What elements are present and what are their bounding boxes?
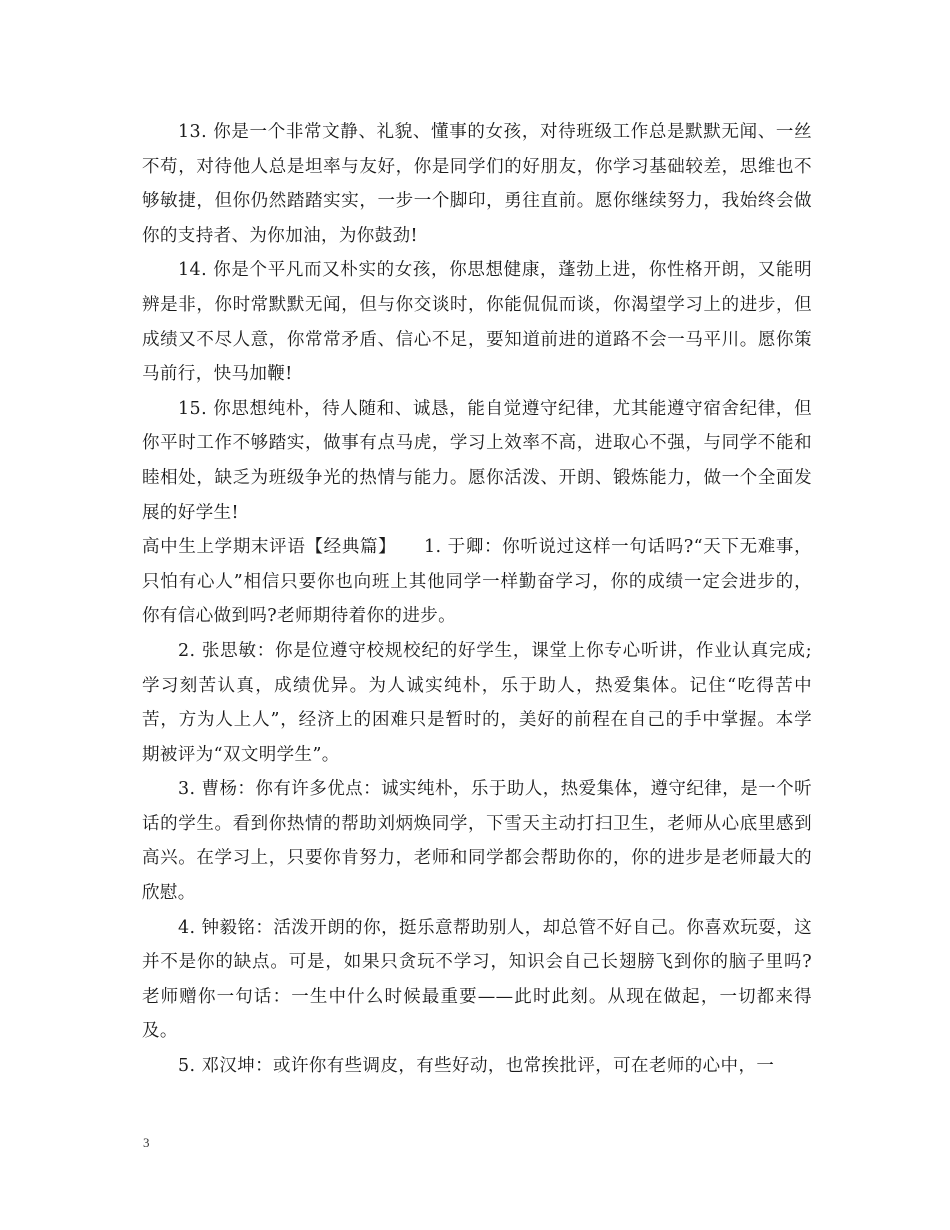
paragraph-comment-5: 5. 邓汉坤：或许你有些调皮，有些好动，也常挨批评，可在老师的心中，一 <box>178 1056 775 1077</box>
paragraph-comment-15: 15. 你思想纯朴，待人随和、诚恳，能自觉遵守纪律，尤其能遵守宿舍纪律，但你平时工作不够踏实，做事有点马虎，学习上效率不高，进取心不强，与同学不能和睦相处，缺乏为班级争光的热情与能力。愿你活泼、开朗、锻炼能力，做一个全面发展的好学生! <box>142 398 812 523</box>
page-number: 3 <box>143 1135 150 1150</box>
paragraph-comment-3: 3. 曹杨：你有许多优点：诚实纯朴，乐于助人，热爱集体，遵守纪律，是一个听话的学生。看到你热情的帮助刘炳焕同学，下雪天主动打扫卫生，老师从心底里感到高兴。在学习上，只要你肯努力，老师和同学都会帮助你的，你的进步是老师最大的欣慰。 <box>142 779 812 904</box>
document-body <box>142 115 812 1084</box>
paragraph-comment-2: 2. 张思敏：你是位遵守校规校纪的好学生，课堂上你专心听讲，作业认真完成;学习刻苦认真，成绩优异。为人诚实纯朴，乐于助人，热爱集体。记住“吃得苦中苦，方为人上人”，经济上的困难只是暂时的，美好的前程在自己的手中掌握。本学期被评为“双文明学生”。 <box>142 640 812 765</box>
section-heading-paragraph: 高中生上学期末评语【经典篇】 1. 于卿：你听说过这样一句话吗?“天下无难事，只怕有心人”相信只要你也向班上其他同学一样勤奋学习，你的成绩一定会进步的，你有信心做到吗?老师期待着你的进步。 <box>142 537 812 627</box>
paragraph-comment-13: 13. 你是一个非常文静、礼貌、懂事的女孩，对待班级工作总是默默无闻、一丝不苟，对待他人总是坦率与友好，你是同学们的好朋友，你学习基础较差，思维也不够敏捷，但你仍然踏踏实实，一步一个脚印，勇往直前。愿你继续努力，我始终会做你的支持者、为你加油，为你鼓劲! <box>142 122 812 246</box>
paragraph-comment-14: 14. 你是个平凡而又朴实的女孩，你思想健康，蓬勃上进，你性格开朗，又能明辨是非，你时常默默无闻，但与你交谈时，你能侃侃而谈，你渴望学习上的进步，但成绩又不尽人意，你常常矛盾、信心不足，要知道前进的道路不会一马平川。愿你策马前行，快马加鞭! <box>142 260 812 385</box>
paragraph-comment-4: 4. 钟毅铭：活泼开朗的你，挺乐意帮助别人，却总管不好自己。你喜欢玩耍，这并不是你的缺点。可是，如果只贪玩不学习，知识会自己长翅膀飞到你的脑子里吗?老师赠你一句话：一生中什么时候最重要——此时此刻。从现在做起，一切都来得及。 <box>142 917 812 1042</box>
